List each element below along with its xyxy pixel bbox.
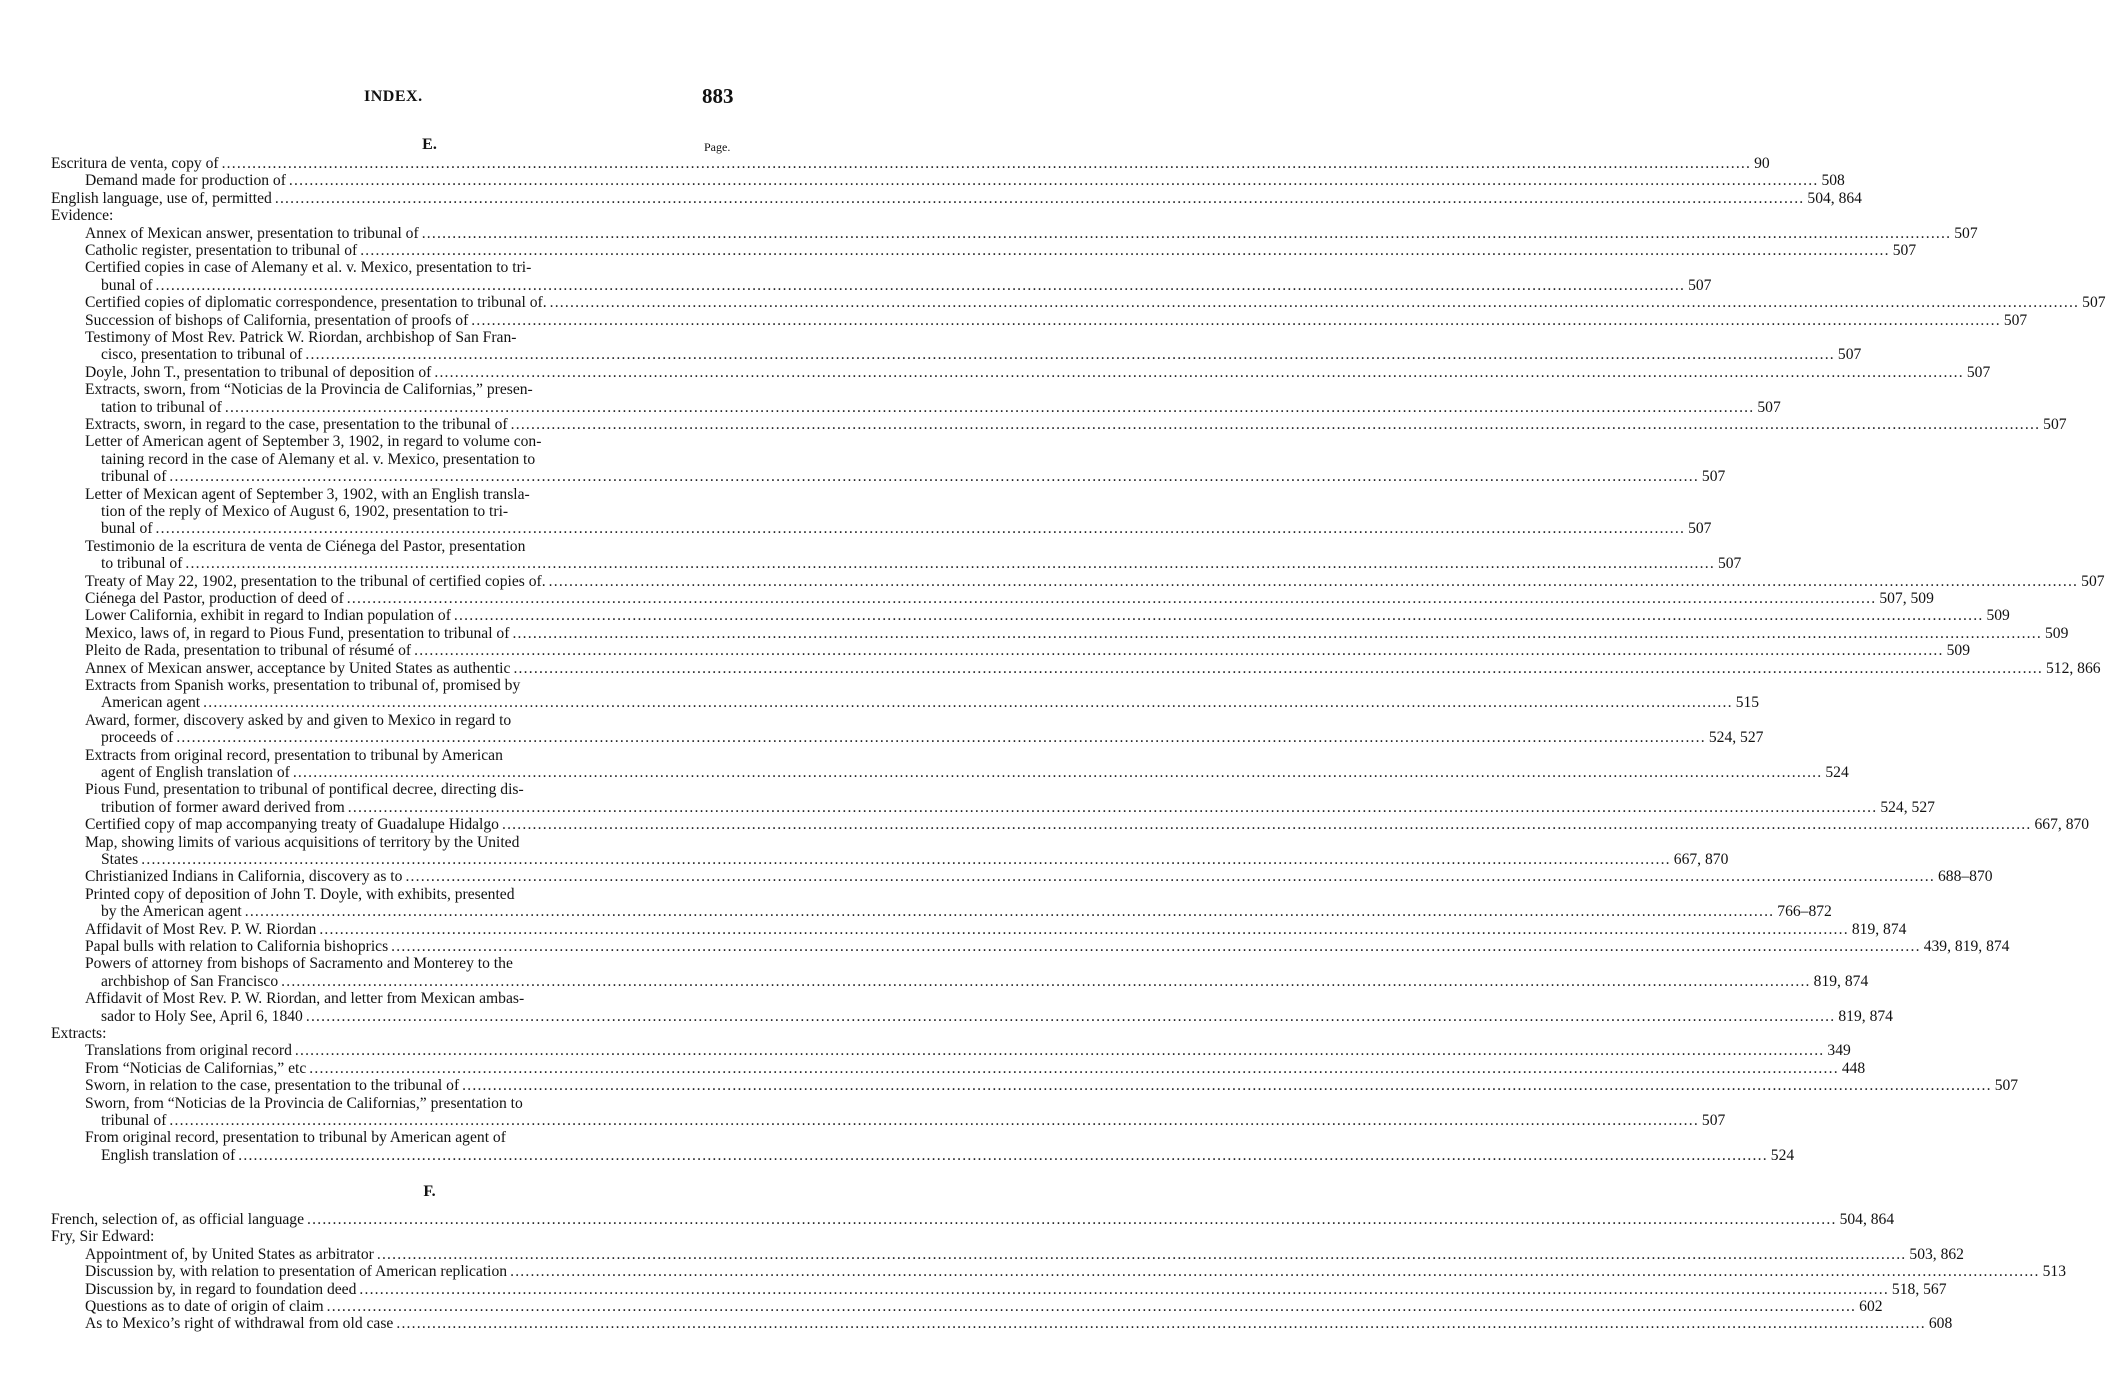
dot-leader: ............................................................................................................................................................................................................................................................................................................ xyxy=(319,920,1849,938)
entry-text: American agent xyxy=(101,694,201,712)
entry-text: taining record in the case of Alemany et al. v. Mexico, presentation to xyxy=(101,450,536,468)
entry-line xyxy=(85,572,2105,590)
index-subentry xyxy=(0,607,2010,625)
dot-leader: ............................................................................................................................................................................................................................................................................................................ xyxy=(238,1146,1768,1164)
entry-text: Succession of bishops of California, presentation of proofs of xyxy=(85,311,469,329)
entry-line xyxy=(85,1280,1947,1298)
page-reference: 448 xyxy=(1841,1059,1866,1077)
index-subentry xyxy=(0,1298,1883,1315)
page-reference: 507 xyxy=(2043,416,2067,433)
index-subentry xyxy=(0,885,1832,921)
entry-line xyxy=(85,259,740,276)
entry-text: As to Mexico’s right of withdrawal from old case xyxy=(85,1315,394,1333)
dot-leader: ............................................................................................................................................................................................................................................................................................................ xyxy=(141,850,1671,868)
dot-leader: ............................................................................................................................................................................................................................................................................................................ xyxy=(176,729,1706,747)
entry-text: Appointment of, by United States as arbitrator xyxy=(85,1245,374,1263)
page-reference: 439, 819, 874 xyxy=(1923,938,2010,955)
entry-line xyxy=(85,677,740,694)
index-subentry xyxy=(0,816,2090,834)
page-reference: 508 xyxy=(1821,172,1845,190)
entry-text: Sworn, in relation to the case, presentation to the tribunal of xyxy=(85,1077,460,1095)
entry-line xyxy=(101,451,740,468)
running-head xyxy=(0,84,859,112)
index-subentry xyxy=(0,1059,1866,1077)
dot-leader: ............................................................................................................................................................................................................................................................................................................ xyxy=(221,155,1752,172)
entry-line xyxy=(85,590,1934,607)
index-subentry xyxy=(0,363,1991,381)
dot-leader: ............................................................................................................................................................................................................................................................................................................ xyxy=(307,1211,1837,1228)
index-subentry xyxy=(0,781,1935,816)
entry-line xyxy=(85,1298,1883,1315)
running-title: INDEX. xyxy=(364,88,423,105)
page-reference: 507 xyxy=(1717,555,1742,573)
page-reference: 688–870 xyxy=(1937,868,1993,886)
page-reference: 504, 864 xyxy=(1839,1211,1895,1228)
dot-leader: ............................................................................................................................................................................................................................................................................................................ xyxy=(548,572,2079,590)
page-reference: 509 xyxy=(2044,624,2069,642)
index-subentry xyxy=(0,329,1862,364)
index-subentry xyxy=(0,259,1712,294)
entry-line xyxy=(85,868,1993,886)
entry-text: Extracts, sworn, from “Noticias de la Provincia de Californias,” presen- xyxy=(85,381,533,399)
entry-line xyxy=(51,207,740,224)
page-reference: 507 xyxy=(1701,468,1726,486)
page-reference: 507 xyxy=(1701,1111,1726,1129)
entry-line xyxy=(85,938,2010,955)
entry-line xyxy=(85,712,740,729)
entry-line xyxy=(101,276,1712,294)
page-reference: 524 xyxy=(1825,763,1849,781)
page-reference: 90 xyxy=(1754,155,1770,172)
index-subentry xyxy=(0,624,2069,642)
page-reference: 819, 874 xyxy=(1851,920,1907,938)
page-reference: 507 xyxy=(1966,363,1991,381)
index-entry xyxy=(0,155,1770,172)
page-number: 883 xyxy=(702,84,734,108)
entry-text: Discussion by, with relation to presentation of American replication xyxy=(85,1263,508,1281)
entry-text: by the American agent xyxy=(101,903,242,921)
dot-leader: ............................................................................................................................................................................................................................................................................................................ xyxy=(359,1280,1889,1298)
entry-line xyxy=(85,642,1971,660)
entry-text: proceeds of xyxy=(101,729,174,747)
page-reference: 507 xyxy=(2081,572,2105,590)
dot-leader: ............................................................................................................................................................................................................................................................................................................ xyxy=(326,1298,1857,1315)
entry-line xyxy=(85,781,740,798)
dot-leader: ............................................................................................................................................................................................................................................................................................................ xyxy=(512,624,2042,642)
entry-text: Letter of American agent of September 3, 1902, in regard to volume con- xyxy=(85,433,542,451)
entry-line xyxy=(85,624,2069,642)
page-reference: 512, 866 xyxy=(2045,659,2101,677)
dot-leader: ............................................................................................................................................................................................................................................................................................................ xyxy=(288,172,1819,190)
entry-text: English language, use of, permitted xyxy=(51,189,272,207)
entry-line xyxy=(85,363,1991,381)
entry-line xyxy=(85,1077,2019,1095)
entry-line xyxy=(101,398,1781,416)
entry-text: English translation of xyxy=(101,1146,236,1164)
index-subentry xyxy=(0,1245,1964,1263)
entry-line xyxy=(85,433,740,450)
entry-line xyxy=(85,538,740,555)
entry-text: to tribunal of xyxy=(101,555,183,573)
entry-line xyxy=(85,1095,740,1112)
page-reference: 507 xyxy=(2003,311,2028,329)
entry-text: Demand made for production of xyxy=(85,172,286,190)
entry-text: Affidavit of Most Rev. P. W. Riordan xyxy=(85,920,317,938)
index-subentry xyxy=(0,1315,1953,1333)
entry-text: Fry, Sir Edward: xyxy=(51,1228,155,1246)
entry-line xyxy=(85,816,2090,834)
entry-text: Extracts from Spanish works, presentation to tribunal of, promised by xyxy=(85,677,521,694)
entry-line xyxy=(51,189,1862,207)
entry-text: Christianized Indians in California, discovery as to xyxy=(85,868,403,886)
dot-leader: ............................................................................................................................................................................................................................................................................................................ xyxy=(155,520,1686,538)
entry-text: tion of the reply of Mexico of August 6, 1902, presentation to tri- xyxy=(101,502,509,520)
index-subentry xyxy=(0,955,1869,990)
entry-line xyxy=(85,834,740,851)
index-entry xyxy=(0,1025,859,1042)
index-subentry xyxy=(0,590,1934,607)
entry-text: Certified copies in case of Alemany et al. v. Mexico, presentation to tri- xyxy=(85,259,532,277)
dot-leader: ............................................................................................................................................................................................................................................................................................................ xyxy=(305,346,1835,364)
page-reference: 507 xyxy=(1688,520,1712,538)
dot-leader: ............................................................................................................................................................................................................................................................................................................ xyxy=(294,1042,1825,1060)
section-letter-heading: E. xyxy=(422,136,437,153)
entry-line xyxy=(85,955,740,972)
entry-text: Annex of Mexican answer, presentation to tribunal of xyxy=(85,224,419,242)
entry-text: Doyle, John T., presentation to tribunal of deposition of xyxy=(85,363,432,381)
dot-leader: ............................................................................................................................................................................................................................................................................................................ xyxy=(347,798,1878,816)
page-reference: 819, 874 xyxy=(1813,972,1869,990)
page-reference: 349 xyxy=(1827,1042,1851,1060)
entry-line xyxy=(101,903,1832,921)
page-reference: 507, 509 xyxy=(1879,590,1934,607)
entry-line xyxy=(101,468,1726,486)
entry-line xyxy=(85,242,1917,259)
dot-leader: ............................................................................................................................................................................................................................................................................................................ xyxy=(453,607,1984,625)
entry-line xyxy=(101,1111,1726,1129)
dot-leader: ............................................................................................................................................................................................................................................................................................................ xyxy=(471,311,2001,329)
dot-leader: ............................................................................................................................................................................................................................................................................................................ xyxy=(309,1059,1839,1077)
entry-text: tribution of former award derived from xyxy=(101,798,345,816)
index-entry xyxy=(0,207,859,224)
entry-text: Affidavit of Most Rev. P. W. Riordan, and letter from Mexican ambas- xyxy=(85,990,525,1008)
entry-text: Evidence: xyxy=(51,207,114,225)
entry-line xyxy=(51,1228,740,1245)
dot-leader: ............................................................................................................................................................................................................................................................................................................ xyxy=(510,416,2041,433)
index-subentry xyxy=(0,990,1893,1025)
entry-text: Pleito de Rada, presentation to tribunal of résumé of xyxy=(85,642,412,660)
index-subentry xyxy=(0,416,2067,433)
dot-leader: ............................................................................................................................................................................................................................................................................................................ xyxy=(510,1263,2040,1281)
entry-line xyxy=(85,172,1845,190)
index-subentry xyxy=(0,920,1907,938)
entry-text: Pious Fund, presentation to tribunal of pontifical decree, directing dis- xyxy=(85,781,524,799)
dot-leader: ............................................................................................................................................................................................................................................................................................................ xyxy=(421,224,1952,242)
dot-leader: ............................................................................................................................................................................................................................................................................................................ xyxy=(244,903,1775,921)
section-letter-heading: F. xyxy=(423,1183,436,1200)
dot-leader: ............................................................................................................................................................................................................................................................................................................ xyxy=(391,938,1921,955)
entry-line xyxy=(51,155,1770,172)
index-subentry xyxy=(0,1042,1851,1060)
entry-text: Mexico, laws of, in regard to Pious Fund, presentation to tribunal of xyxy=(85,624,510,642)
index-subentry xyxy=(0,433,1726,486)
index-subentry xyxy=(0,1263,2067,1281)
dot-leader: ............................................................................................................................................................................................................................................................................................................ xyxy=(549,294,2080,312)
entry-line xyxy=(101,763,1849,781)
page-reference: 819, 874 xyxy=(1838,1007,1893,1025)
entry-text: Translations from original record xyxy=(85,1042,292,1060)
index-subentry xyxy=(0,746,1849,782)
entry-text: tation to tribunal of xyxy=(101,398,222,416)
dot-leader: ............................................................................................................................................................................................................................................................................................................ xyxy=(169,468,1699,486)
entry-line xyxy=(85,1059,1866,1077)
dot-leader: ............................................................................................................................................................................................................................................................................................................ xyxy=(281,972,1811,990)
dot-leader: ............................................................................................................................................................................................................................................................................................................ xyxy=(224,398,1755,416)
entry-text: tribunal of xyxy=(101,468,167,486)
dot-leader: ............................................................................................................................................................................................................................................................................................................ xyxy=(360,242,1890,259)
index-subentry xyxy=(0,311,2028,329)
dot-leader: ............................................................................................................................................................................................................................................................................................................ xyxy=(376,1245,1907,1263)
page-reference: 504, 864 xyxy=(1807,189,1862,207)
dot-leader: ............................................................................................................................................................................................................................................................................................................ xyxy=(501,816,2032,834)
entry-text: Powers of attorney from bishops of Sacramento and Monterey to the xyxy=(85,955,513,973)
page-reference: 667, 870 xyxy=(1673,850,1729,868)
entry-line xyxy=(85,329,740,346)
entry-text: Annex of Mexican answer, acceptance by United States as authentic xyxy=(85,659,511,677)
page-reference: 602 xyxy=(1859,1298,1883,1315)
entry-line xyxy=(101,1007,1893,1025)
index-subentry xyxy=(0,659,2101,677)
entry-line xyxy=(85,224,1978,242)
entry-line xyxy=(85,311,2028,329)
entry-text: sador to Holy See, April 6, 1840 xyxy=(101,1007,303,1025)
entry-line xyxy=(101,555,1742,573)
dot-leader: ............................................................................................................................................................................................................................................................................................................ xyxy=(405,868,1935,886)
entry-text: Lower California, exhibit in regard to Indian population of xyxy=(85,607,451,625)
entry-line xyxy=(85,920,1907,938)
dot-leader: ............................................................................................................................................................................................................................................................................................................ xyxy=(155,276,1686,294)
entry-text: agent of English translation of xyxy=(101,763,290,781)
dot-leader: ............................................................................................................................................................................................................................................................................................................ xyxy=(274,189,1805,207)
page-reference: 513 xyxy=(2042,1263,2067,1281)
index-subentry xyxy=(0,711,1764,747)
dot-leader: ............................................................................................................................................................................................................................................................................................................ xyxy=(169,1111,1699,1129)
index-subentry xyxy=(0,381,1781,416)
entry-line xyxy=(85,607,2010,625)
index-entry xyxy=(0,189,1862,207)
entry-text: Testimonio de la escritura de venta de Ciénega del Pastor, presentation xyxy=(85,537,526,555)
entry-line xyxy=(85,886,740,903)
entry-text: Extracts: xyxy=(51,1025,107,1042)
entry-text: cisco, presentation to tribunal of xyxy=(101,346,303,364)
entry-text: French, selection of, as official language xyxy=(51,1211,305,1228)
entry-line xyxy=(85,1042,1851,1060)
entry-line xyxy=(101,503,740,520)
dot-leader: ............................................................................................................................................................................................................................................................................................................ xyxy=(292,763,1823,781)
index-subentry xyxy=(0,572,2105,590)
index-subentry xyxy=(0,294,2106,312)
entry-line xyxy=(101,972,1869,990)
entry-line xyxy=(85,990,740,1007)
entry-line xyxy=(85,1245,1964,1263)
page-reference: 515 xyxy=(1735,694,1760,712)
entry-text: Catholic register, presentation to tribunal of xyxy=(85,242,358,259)
page-reference: 507 xyxy=(1688,276,1712,294)
entry-line xyxy=(85,486,740,503)
entry-text: Discussion by, in regard to foundation deed xyxy=(85,1280,357,1298)
index-entry xyxy=(0,1211,1895,1228)
index-subentry xyxy=(0,172,1845,190)
index-subentry xyxy=(0,1280,1947,1298)
dot-leader: ............................................................................................................................................................................................................................................................................................................ xyxy=(185,555,1715,573)
index-subentry xyxy=(0,242,1917,259)
dot-leader: ............................................................................................................................................................................................................................................................................................................ xyxy=(396,1315,1926,1333)
page-reference: 766–872 xyxy=(1777,903,1832,921)
entry-text: Certified copy of map accompanying treaty of Guadalupe Hidalgo xyxy=(85,816,499,834)
entry-line xyxy=(51,1211,1895,1228)
entry-line xyxy=(101,694,1760,712)
entry-text: States xyxy=(101,850,139,868)
entry-line xyxy=(85,1315,1953,1333)
entry-text: From original record, presentation to tribunal by American agent of xyxy=(85,1129,506,1147)
index-subentry xyxy=(0,938,2010,955)
entry-text: tribunal of xyxy=(101,1111,167,1129)
entry-line xyxy=(101,798,1935,816)
entry-line xyxy=(85,416,2067,433)
page-reference: 509 xyxy=(1946,642,1971,660)
entry-text: archbishop of San Francisco xyxy=(101,972,279,990)
page-reference: 524 xyxy=(1770,1146,1795,1164)
entry-line xyxy=(85,294,2106,312)
index-subentry xyxy=(0,1077,2019,1095)
entry-text: Award, former, discovery asked by and given to Mexico in regard to xyxy=(85,711,512,729)
entry-line xyxy=(85,381,740,398)
index-subentry xyxy=(0,642,1971,660)
entry-line xyxy=(101,850,1729,868)
entry-text: bunal of xyxy=(101,276,153,294)
dot-leader: ............................................................................................................................................................................................................................................................................................................ xyxy=(414,642,1944,660)
page-reference: 608 xyxy=(1928,1315,1953,1333)
page-reference: 507 xyxy=(1837,346,1862,364)
entry-line xyxy=(51,1025,740,1042)
entry-text: bunal of xyxy=(101,520,153,538)
page-reference: 667, 870 xyxy=(2034,816,2090,834)
dot-leader: ............................................................................................................................................................................................................................................................................................................ xyxy=(305,1007,1836,1025)
index-subentry xyxy=(0,677,1760,712)
page-reference: 509 xyxy=(1986,607,2010,625)
index-subentry xyxy=(0,1129,1795,1164)
entry-text: Printed copy of deposition of John T. Doyle, with exhibits, presented xyxy=(85,885,515,903)
page-column-label: Page. xyxy=(704,140,731,154)
index-subentry xyxy=(0,485,1712,538)
entry-text: Map, showing limits of various acquisitions of territory by the United xyxy=(85,833,520,851)
dot-leader: ............................................................................................................................................................................................................................................................................................................ xyxy=(346,590,1877,607)
index-subentry xyxy=(0,833,1729,869)
entry-text: Ciénega del Pastor, production of deed of xyxy=(85,590,344,607)
entry-line xyxy=(85,1129,740,1146)
index-subentry xyxy=(0,224,1978,242)
entry-line xyxy=(101,1146,1795,1164)
entry-text: Papal bulls with relation to California bishoprics xyxy=(85,938,389,955)
page-reference: 524, 527 xyxy=(1708,729,1764,747)
page-reference: 524, 527 xyxy=(1880,798,1935,816)
entry-line xyxy=(101,729,1764,747)
page-reference: 507 xyxy=(1892,242,1917,259)
entry-line xyxy=(85,1263,2067,1281)
entry-line xyxy=(101,346,1862,364)
dot-leader: ............................................................................................................................................................................................................................................................................................................ xyxy=(513,659,2043,677)
dot-leader: ............................................................................................................................................................................................................................................................................................................ xyxy=(462,1077,1992,1095)
entry-text: Extracts from original record, presentation to tribunal by American xyxy=(85,746,503,764)
page-reference: 507 xyxy=(1757,398,1781,416)
entry-text: Extracts, sworn, in regard to the case, presentation to the tribunal of xyxy=(85,416,508,433)
index-entry xyxy=(0,1228,859,1245)
entry-text: Escritura de venta, copy of xyxy=(51,155,219,172)
dot-leader: ............................................................................................................................................................................................................................................................................................................ xyxy=(434,363,1964,381)
entry-text: Letter of Mexican agent of September 3, 1902, with an English transla- xyxy=(85,485,530,503)
index-subentry xyxy=(0,1094,1726,1130)
page-reference: 507 xyxy=(1954,224,1978,242)
entry-line xyxy=(101,520,1712,538)
index-subentry xyxy=(0,537,1742,573)
dot-leader: ............................................................................................................................................................................................................................................................................................................ xyxy=(203,694,1733,712)
entry-line xyxy=(85,747,740,764)
page-reference: 503, 862 xyxy=(1909,1245,1964,1263)
entry-text: From “Noticias de Californias,” etc xyxy=(85,1059,307,1077)
entry-text: Sworn, from “Noticias de la Provincia de Californias,” presentation to xyxy=(85,1094,523,1112)
entry-text: Treaty of May 22, 1902, presentation to the tribunal of certified copies of. xyxy=(85,572,546,590)
entry-text: Certified copies of diplomatic correspondence, presentation to tribunal of. xyxy=(85,294,547,312)
page-reference: 507 xyxy=(1994,1077,2019,1095)
page-reference: 518, 567 xyxy=(1891,1280,1947,1298)
index-subentry xyxy=(0,868,1993,886)
page-reference: 507 xyxy=(2082,294,2106,312)
entry-text: Questions as to date of origin of claim xyxy=(85,1298,324,1315)
entry-line xyxy=(85,659,2101,677)
entry-text: Testimony of Most Rev. Patrick W. Riordan, archbishop of San Fran- xyxy=(85,329,517,346)
